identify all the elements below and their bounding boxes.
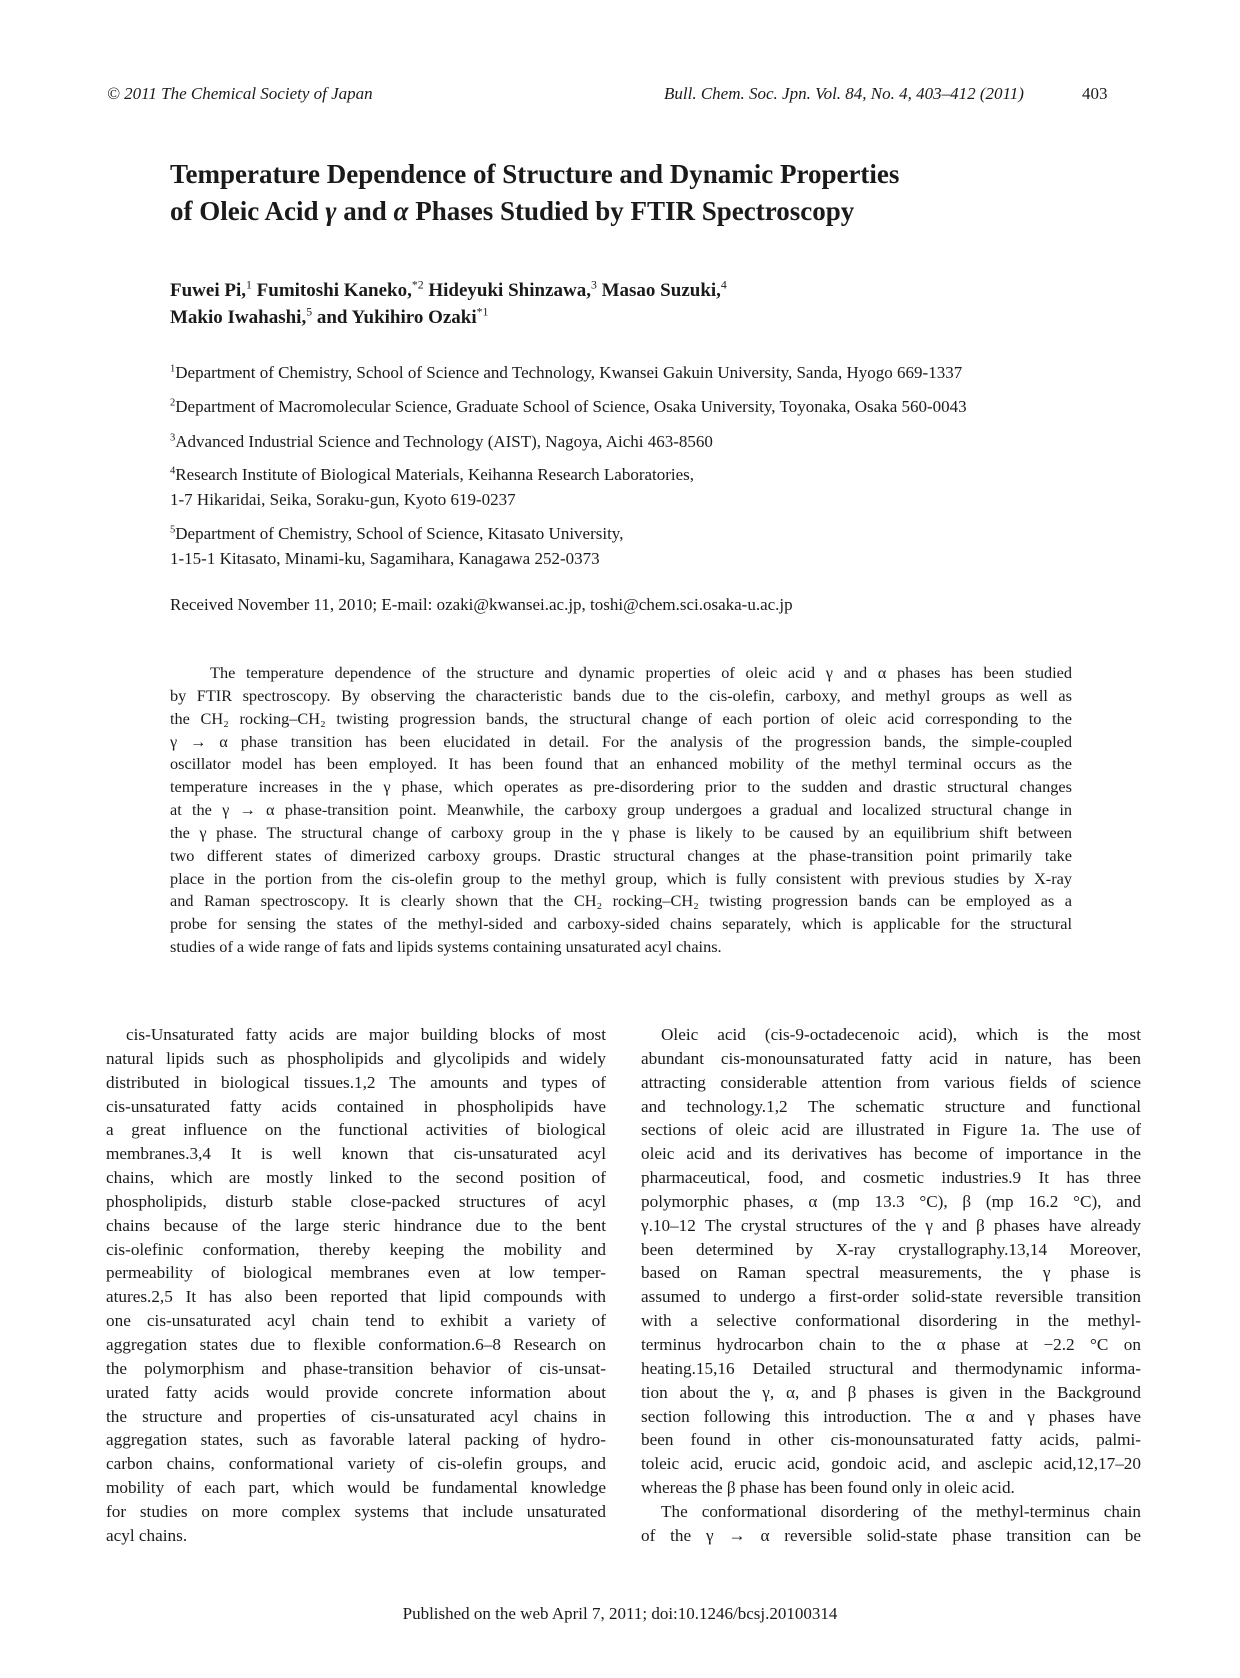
body-line: atures.2,5 It has also been reported that lipid compounds with	[106, 1287, 606, 1307]
abstract-line: temperature increases in the γ phase, which operates as pre-disordering prior to the sudden and drastic structural changes	[170, 777, 1072, 797]
body-line: been found in other cis-monounsaturated fatty acids, palmi-	[641, 1430, 1141, 1450]
abstract-line: place in the portion from the cis-olefin group to the methyl group, which is fully consistent with previous studies by X-ray	[170, 868, 1072, 888]
body-line: natural lipids such as phospholipids and glycolipids and widely	[106, 1048, 606, 1068]
abstract-line: oscillator model has been employed. It has been found that an enhanced mobility of the methyl terminal occurs as the	[170, 754, 1072, 774]
body-line: membranes.3,4 It is well known that cis-unsaturated acyl	[106, 1144, 606, 1164]
body-line: been determined by X-ray crystallography.13,14 Moreover,	[641, 1239, 1141, 1259]
body-line: The conformational disordering of the methyl-terminus chain	[661, 1501, 1141, 1521]
abstract-line: the CH₂ rocking–CH₂ twisting progression bands, the structural change of each portion of oleic acid corresponding to the	[170, 708, 1072, 728]
abstract-line: and Raman spectroscopy. It is clearly shown that the CH₂ rocking–CH₂ twisting progression bands can be employed as a	[170, 891, 1072, 911]
body-line: phospholipids, disturb stable close-packed structures of acyl	[106, 1191, 606, 1211]
affiliation-1: $^1$Department of Chemistry, School of Science and Technology, Kwansei Gakuin University, Sanda, Hyogo 669-1337	[170, 363, 963, 382]
body-line: for studies on more complex systems that include unsaturated	[106, 1501, 606, 1521]
abstract-line: two different states of dimerized carboxy groups. Drastic structural changes at the phase-transition point primarily take	[170, 845, 1072, 865]
body-line: the polymorphism and phase-transition behavior of cis-unsat-	[106, 1358, 606, 1378]
body-line: sections of oleic acid are illustrated in Figure 1a. The use of	[641, 1120, 1141, 1140]
abstract-line: probe for sensing the states of the methyl-sided and carboxy-sided chains separately, which is applicable for the structural	[170, 914, 1072, 934]
body-line: aggregation states due to flexible conformation.6–8 Research on	[106, 1334, 606, 1354]
body-line: permeability of biological membranes even at low temper-	[106, 1263, 606, 1283]
body-line: oleic acid and its derivatives has become of importance in the	[641, 1144, 1141, 1164]
running-header-citation: Bull. Chem. Soc. Jpn. Vol. 84, No. 4, 403–412 (2011)	[664, 84, 1024, 103]
body-line: cis-unsaturated fatty acids contained in phospholipids have	[106, 1096, 606, 1116]
body-line: chains, which are mostly linked to the second position of	[106, 1168, 606, 1188]
body-line: acyl chains.	[106, 1525, 188, 1545]
body-line: urated fatty acids would provide concrete information about	[106, 1382, 606, 1402]
title-line-2: of Oleic Acid γ and α Phases Studied by FTIR Spectroscopy	[170, 196, 855, 226]
affiliation-2: $^2$Department of Macromolecular Science, Graduate School of Science, Osaka University, Toyonaka, Osaka 560-0043	[170, 397, 967, 416]
body-line: the structure and properties of cis-unsaturated acyl chains in	[106, 1406, 606, 1426]
body-line: section following this introduction. The α and γ phases have	[641, 1406, 1141, 1426]
authors-line-1: Fuwei Pi,$^1$ Fumitoshi Kaneko,$^{*2}$ Hideyuki Shinzawa,$^3$ Masao Suzuki,$^4$	[170, 278, 727, 301]
body-line: and technology.1,2 The schematic structure and functional	[641, 1096, 1141, 1116]
abstract	[170, 662, 1072, 959]
body-line: with a selective conformational disordering in the methyl-	[641, 1311, 1141, 1331]
body-line: mobility of each part, which would be fundamental knowledge	[106, 1478, 606, 1498]
body-line: a great influence on the functional activities of biological	[106, 1120, 606, 1140]
abstract-line: by FTIR spectroscopy. By observing the characteristic bands due to the cis-olefin, carboxy, and methyl groups as well as	[170, 685, 1072, 705]
authors-line-2: Makio Iwahashi,$^5$ and Yukihiro Ozaki$^{*1}$	[170, 305, 489, 328]
author-list	[170, 277, 727, 331]
body-line: abundant cis-monounsaturated fatty acid in nature, has been	[641, 1048, 1141, 1068]
abstract-line: The temperature dependence of the structure and dynamic properties of oleic acid γ and α phases has been studied	[210, 663, 1072, 682]
body-line: tion about the γ, α, and β phases is given in the Background	[641, 1382, 1141, 1402]
publication-footer: Published on the web April 7, 2011; doi:10.1246/bcsj.20100314	[402, 1604, 838, 1623]
body-line: cis-Unsaturated fatty acids are major building blocks of most	[126, 1025, 606, 1044]
body-line: chains because of the large steric hindrance due to the bent	[106, 1215, 606, 1235]
received-and-email: Received November 11, 2010; E-mail: ozaki@kwansei.ac.jp, toshi@chem.sci.osaka-u.ac.jp	[170, 595, 793, 614]
affiliation-5: $^5$Department of Chemistry, School of Science, Kitasato University, 1-15-1 Kitasato, Minami-ku, Sagamihara, Kanagawa 252-0373	[170, 524, 624, 568]
paper-title	[170, 156, 1070, 230]
body-line: of the γ → α reversible solid-state phase transition can be	[641, 1525, 1141, 1545]
running-header-copyright: © 2011 The Chemical Society of Japan	[107, 84, 373, 103]
body-line: heating.15,16 Detailed structural and thermodynamic informa-	[641, 1358, 1141, 1378]
abstract-line: γ → α phase transition has been elucidated in detail. For the analysis of the progression bands, the simple-coupled	[170, 731, 1072, 751]
affiliation-3: $^3$Advanced Industrial Science and Technology (AIST), Nagoya, Aichi 463-8560	[170, 432, 713, 451]
body-line: Oleic acid (cis-9-octadecenoic acid), which is the most	[661, 1025, 1141, 1044]
body-line: carbon chains, conformational variety of cis-olefin groups, and	[106, 1454, 606, 1474]
body-column-left	[106, 1023, 606, 1548]
body-line: pharmaceutical, food, and cosmetic industries.9 It has three	[641, 1168, 1141, 1188]
body-line: one cis-unsaturated acyl chain tend to exhibit a variety of	[106, 1311, 606, 1331]
body-line: γ.10–12 The crystal structures of the γ and β phases have already	[641, 1215, 1141, 1235]
abstract-line: at the γ → α phase-transition point. Meanwhile, the carboxy group undergoes a gradual and localized structural change in	[170, 800, 1072, 820]
body-line: aggregation states, such as favorable lateral packing of hydro-	[106, 1430, 606, 1450]
body-line: distributed in biological tissues.1,2 The amounts and types of	[106, 1072, 606, 1092]
title-line-1: Temperature Dependence of Structure and Dynamic Properties	[170, 159, 900, 189]
body-line: terminus hydrocarbon chain to the α phase at −2.2 °C on	[641, 1334, 1141, 1354]
body-line: toleic acid, erucic acid, gondoic acid, and asclepic acid,12,17–20	[641, 1454, 1141, 1474]
body-line: attracting considerable attention from various fields of science	[641, 1072, 1141, 1092]
body-line: whereas the β phase has been found only in oleic acid.	[641, 1478, 1015, 1498]
page-number: 403	[1082, 84, 1108, 103]
body-line: cis-olefinic conformation, thereby keeping the mobility and	[106, 1239, 606, 1259]
abstract-line: the γ phase. The structural change of carboxy group in the γ phase is likely to be caused by an equilibrium shift between	[170, 822, 1072, 842]
body-column-right	[641, 1023, 1141, 1548]
body-line: polymorphic phases, α (mp 13.3 °C), β (mp 16.2 °C), and	[641, 1191, 1141, 1211]
body-line: assumed to undergo a first-order solid-state reversible transition	[641, 1287, 1141, 1307]
affiliation-4: $^4$Research Institute of Biological Materials, Keihanna Research Laboratories, 1-7 Hikaridai, Seika, Soraku-gun, Kyoto 619-0237	[170, 465, 695, 509]
abstract-line: studies of a wide range of fats and lipids systems containing unsaturated acyl chains.	[170, 937, 722, 957]
body-line: based on Raman spectral measurements, the γ phase is	[641, 1263, 1141, 1283]
